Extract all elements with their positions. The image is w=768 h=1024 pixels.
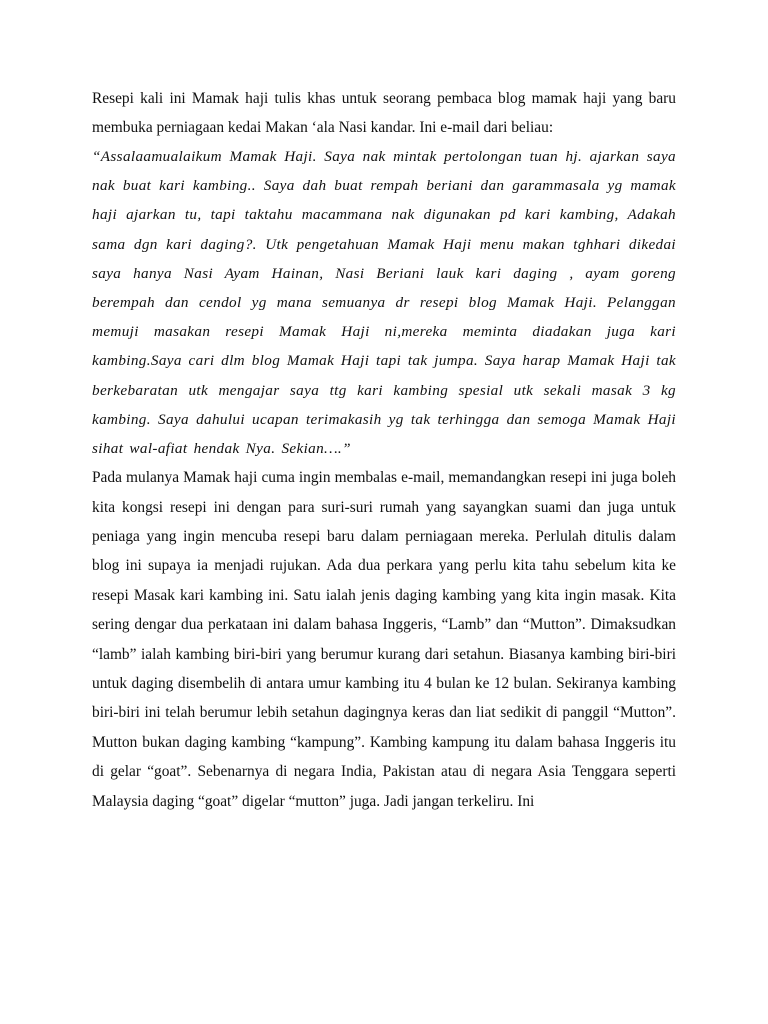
intro-paragraph: Resepi kali ini Mamak haji tulis khas untuk seorang pembaca blog mamak haji yang baru membuka perniagaan kedai Makan ‘ala Nasi kandar. Ini e-mail dari beliau: [92, 90, 676, 136]
document-page [92, 84, 676, 816]
body-paragraph: Pada mulanya Mamak haji cuma ingin membalas e-mail, memandangkan resepi ini juga boleh kita kongsi resepi ini dengan para suri-suri rumah yang sayangkan suami dan juga untuk peniaga yang ingin mencuba resepi baru dalam perniagaan mereka. Perlulah ditulis dalam blog ini supaya ia menjadi rujukan. Ada dua perkara yang perlu kita tahu sebelum kita ke resepi Masak kari kambing ini. Satu ialah jenis daging kambing yang kita ingin masak. Kita sering dengar dua perkataan ini dalam bahasa Inggeris, “Lamb” dan “Mutton”. Dimaksudkan “lamb” ialah kambing biri-biri yang berumur kurang dari setahun. Biasanya kambing biri-biri untuk daging disembelih di antara umur kambing itu 4 bulan ke 12 bulan. Sekiranya kambing biri-biri ini telah berumur lebih setahun dagingnya keras dan liat sedikit di panggil “Mutton”. Mutton bukan daging kambing “kampung”. Kambing kampung itu dalam bahasa Inggeris itu di gelar “goat”. Sebenarnya di negara India, Pakistan atau di negara Asia Tenggara seperti Malaysia daging “goat” digelar “mutton” juga. Jadi jangan terkeliru. Ini [92, 469, 676, 810]
email-quote-paragraph: “Assalaamualaikum Mamak Haji. Saya nak mintak pertolongan tuan hj. ajarkan saya nak buat kari kambing.. Saya dah buat rempah beriani dan garammasala yg mamak haji ajarkan tu, tapi taktahu macammana nak digunakan pd kari kambing, Adakah sama dgn kari daging?. Utk pengetahuan Mamak Haji menu makan tghhari dikedai saya hanya Nasi Ayam Hainan, Nasi Beriani lauk kari daging , ayam goreng berempah dan cendol yg mana semuanya dr resepi blog Mamak Haji. Pelanggan memuji masakan resepi Mamak Haji ni,mereka meminta diadakan juga kari kambing.Saya cari dlm blog Mamak Haji tapi tak jumpa. Saya harap Mamak Haji tak berkebaratan utk mengajar saya ttg kari kambing spesial utk sekali masak 3 kg kambing. Saya dahului ucapan terimakasih yg tak terhingga dan semoga Mamak Haji sihat wal-afiat hendak Nya. Sekian….” [92, 148, 676, 458]
